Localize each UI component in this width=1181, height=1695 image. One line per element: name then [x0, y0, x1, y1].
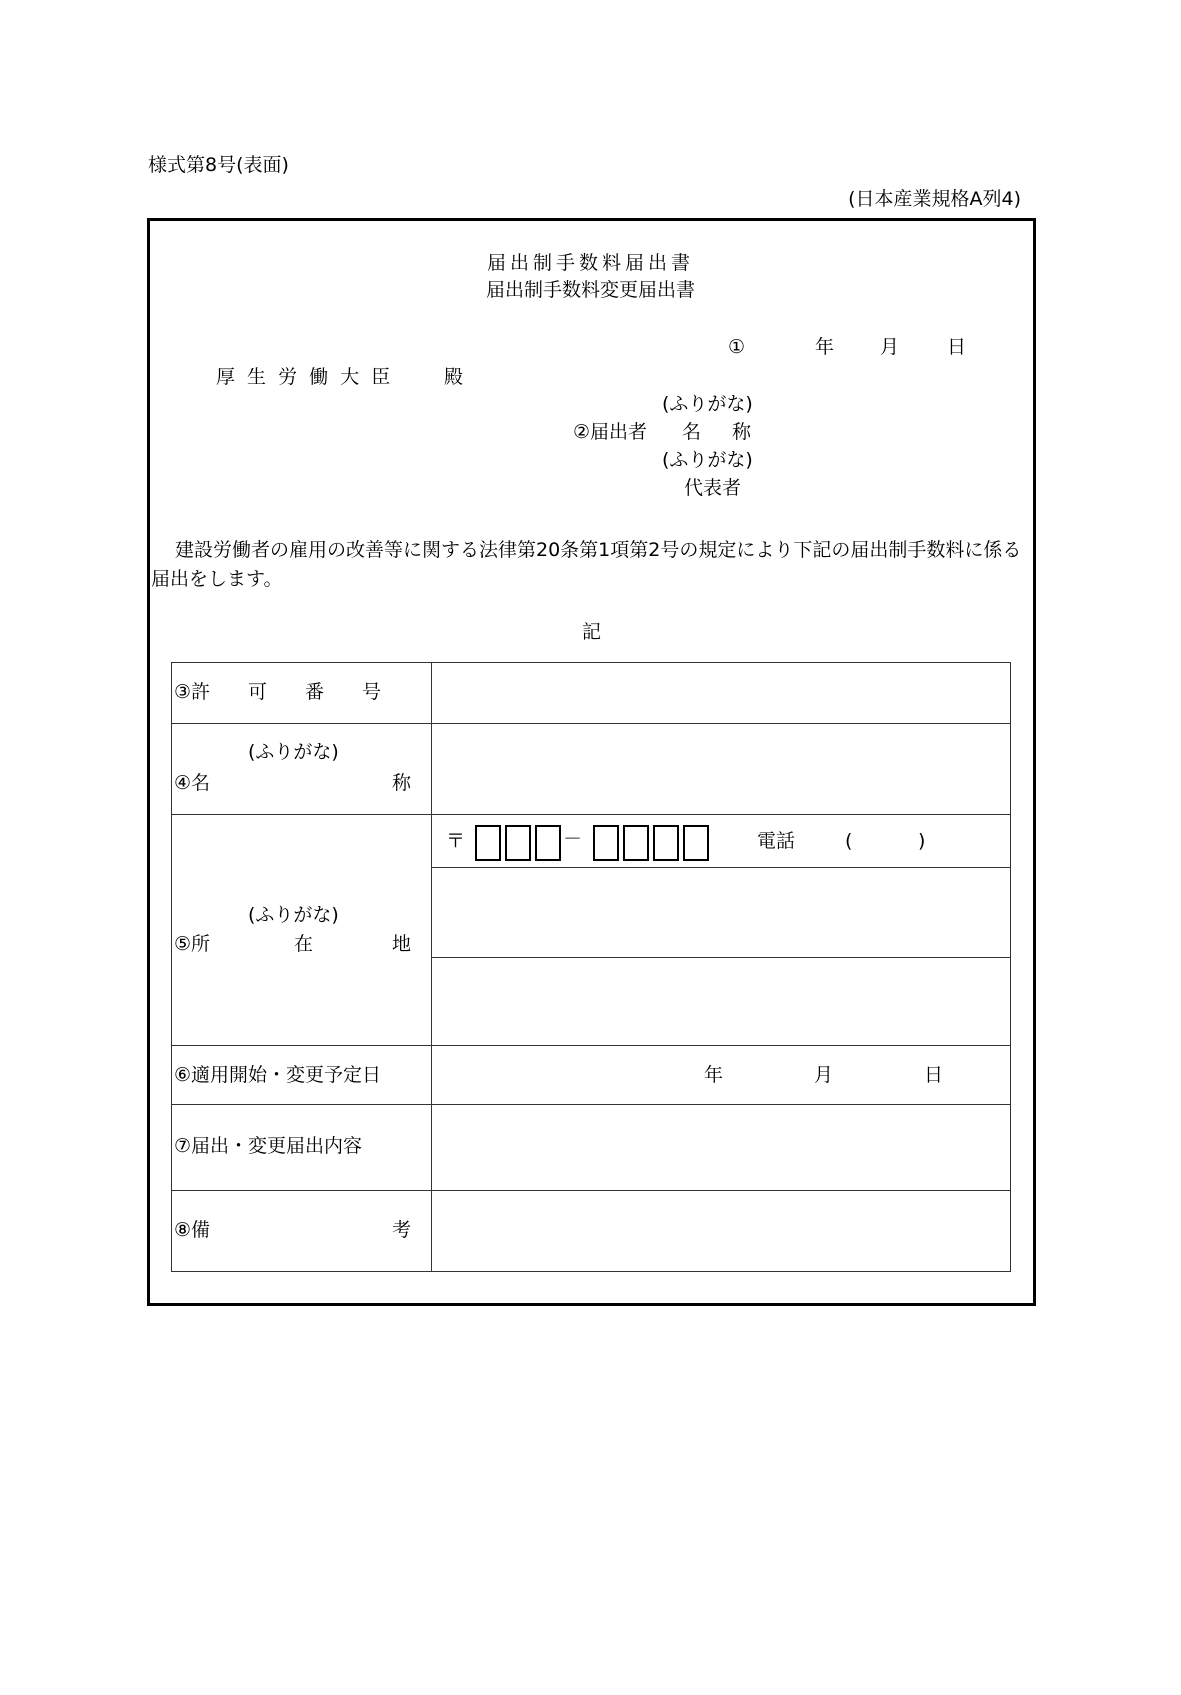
body-text: 建設労働者の雇用の改善等に関する法律第20条第1項第2号の規定により下記の届出制手数料に係る届出をします。	[151, 539, 1022, 590]
row-divider	[171, 723, 1011, 724]
row-divider	[431, 867, 1011, 868]
address-label-2: 在	[294, 933, 314, 955]
row-divider	[171, 1190, 1011, 1191]
name-label: ④名	[174, 772, 211, 794]
paper-size-note: (日本産業規格A列4)	[848, 188, 1021, 210]
applicant-furigana-1: (ふりがな)	[662, 393, 753, 415]
name-field[interactable]	[433, 725, 1009, 813]
permit-number-field[interactable]	[433, 664, 1009, 722]
date-day[interactable]: 日	[947, 336, 967, 358]
column-divider	[431, 662, 432, 1272]
postal-digit-box[interactable]	[593, 825, 619, 861]
phone-label: 電話	[757, 830, 796, 852]
remarks-label-suffix: 考	[392, 1219, 412, 1241]
title-1: 届出制手数料届出書	[486, 252, 694, 274]
applicant-name-label: 名 称	[682, 421, 758, 443]
row-divider	[431, 957, 1011, 958]
address-furigana: (ふりがな)	[248, 904, 339, 926]
postal-digit-box[interactable]	[683, 825, 709, 861]
date-month[interactable]: 月	[880, 336, 900, 358]
remarks-label: ⑧備	[174, 1219, 211, 1241]
postal-digit-box[interactable]	[653, 825, 679, 861]
permit-number-label: ③許 可 番 号	[174, 681, 382, 703]
date-year[interactable]: 年	[815, 336, 835, 358]
title-2: 届出制手数料変更届出書	[485, 279, 695, 301]
postal-digit-box[interactable]	[475, 825, 501, 861]
postal-digit-box[interactable]	[535, 825, 561, 861]
row-divider	[171, 1104, 1011, 1105]
phone-paren-close: )	[918, 830, 926, 852]
row-divider	[171, 814, 1011, 815]
row-divider	[171, 1045, 1011, 1046]
start-date-month[interactable]: 月	[814, 1064, 834, 1086]
date-marker: ①	[728, 336, 746, 358]
postal-dash: －	[563, 828, 583, 850]
applicant-furigana-2: (ふりがな)	[662, 449, 753, 471]
addressee: 厚 生 労 働 大 臣	[216, 366, 394, 388]
postal-mark-icon: 〒	[446, 830, 466, 852]
form-number: 様式第8号(表面)	[148, 154, 289, 176]
address-label-3: 地	[392, 933, 412, 955]
representative-label: 代表者	[684, 477, 742, 499]
start-date-day[interactable]: 日	[924, 1064, 944, 1086]
postal-digit-box[interactable]	[623, 825, 649, 861]
start-date-year[interactable]: 年	[704, 1064, 724, 1086]
name-furigana: (ふりがな)	[248, 741, 339, 763]
addressee-honorific: 殿	[444, 366, 464, 388]
address-field[interactable]	[433, 959, 1009, 1044]
remarks-field[interactable]	[433, 1192, 1009, 1270]
phone-paren-open: (	[845, 830, 853, 852]
address-furigana-field[interactable]	[433, 869, 1009, 956]
ki-heading: 記	[582, 621, 602, 643]
postal-digit-box[interactable]	[505, 825, 531, 861]
content-label: ⑦届出・変更届出内容	[174, 1135, 363, 1157]
applicant-label: ②届出者	[573, 421, 648, 443]
address-label: ⑤所	[174, 933, 211, 955]
start-date-label: ⑥適用開始・変更予定日	[174, 1064, 382, 1086]
content-field[interactable]	[433, 1106, 1009, 1189]
name-label-suffix: 称	[392, 772, 412, 794]
